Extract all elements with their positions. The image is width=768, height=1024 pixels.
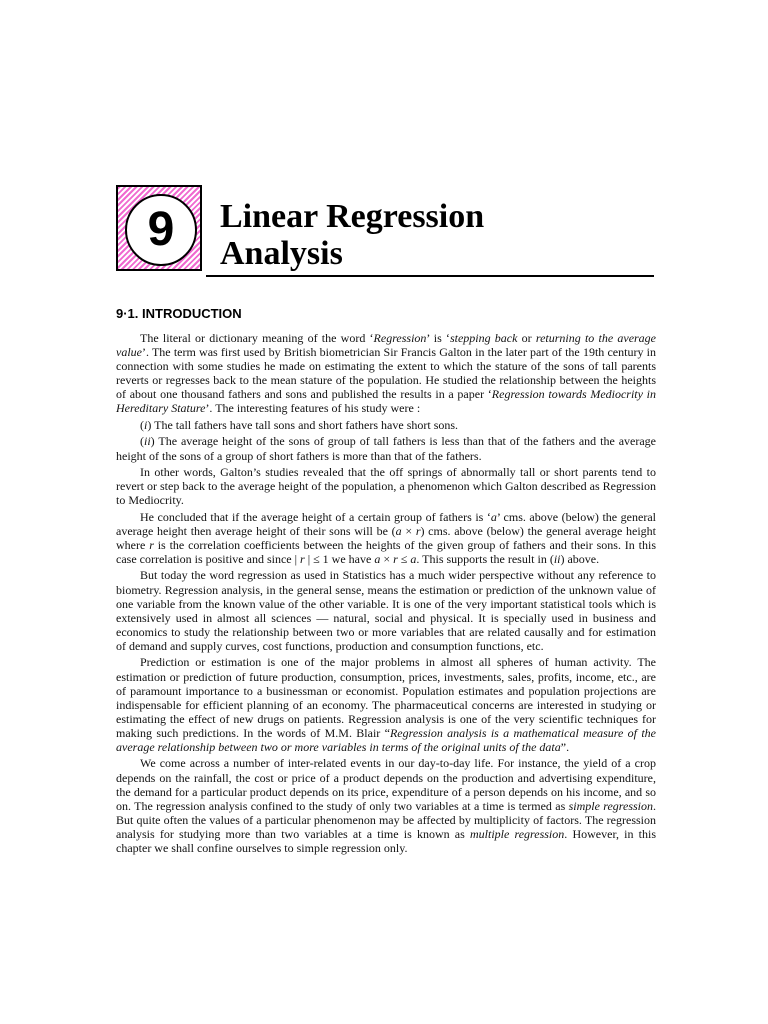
text-run: ) cms. above (below) the general average height where xyxy=(116,523,656,552)
italic-run: r xyxy=(415,523,421,538)
text-run: The literal or dictionary meaning of the word ‘ xyxy=(140,331,374,345)
italic-run: Regression xyxy=(373,331,427,345)
text-run: ’. The interesting features of his study were : xyxy=(205,401,421,416)
chapter-title-line-1: Linear Regression xyxy=(220,198,485,235)
text-run: ( xyxy=(140,434,144,449)
italic-run: r xyxy=(149,537,154,552)
text-run: Prediction or estimation is one of the major problems in almost all spheres of human activity. The estimation or prediction of future production, consumption, prices, investments, sales, profits, income, etc., are of paramount importance to a businessman or economist. Population estimates and population projections are indispensable for efficient planning of an economy. The pharmaceutical concerns are interested in studying or estimating the effect of new drugs on patients. Regression analysis is one of the very scientific techniques for making such predictions. In the words of M.M. Blair “ xyxy=(116,655,656,740)
text-run: × xyxy=(380,551,394,566)
list-item-i xyxy=(116,418,656,432)
text-run: ( xyxy=(140,417,144,432)
text-run: or xyxy=(517,331,536,345)
italic-run: r xyxy=(300,551,305,566)
chapter-title-line-2: Analysis xyxy=(220,235,343,272)
paragraph-6 xyxy=(116,756,656,855)
body-text xyxy=(116,331,656,858)
italic-run: multiple regression xyxy=(469,826,565,841)
italic-run: simple regression xyxy=(568,798,654,813)
text-run: × xyxy=(401,523,416,538)
text-run: | ≤ 1 we have xyxy=(304,551,375,566)
italic-run: r xyxy=(393,551,398,566)
list-item-ii xyxy=(116,434,656,462)
text-run: . But quite often the values of a particular phenomenon may be affected by multiplicity of factors. The regression analysis for studying more than two variables at a time is known as xyxy=(116,798,657,841)
text-run: ) above. xyxy=(560,551,600,566)
text-run: ) The tall fathers have tall sons and short fathers have short sons. xyxy=(147,417,459,432)
paragraph-5 xyxy=(116,655,656,754)
text-run: . However, in this chapter we shall confine ourselves to simple regression only. xyxy=(116,826,657,856)
section-heading: 9·1. INTRODUCTION xyxy=(116,306,242,321)
italic-run: stepping back xyxy=(449,331,518,345)
italic-run: ii xyxy=(553,551,561,566)
text-run: He concluded that if the average height of a certain group of fathers is ‘ xyxy=(140,509,491,524)
text-run: We come across a number of inter-related events in our day-to-day life. For instance, the yield of a crop depends on the rainfall, the cost or price of a product depends on the production and advertising expenditure, the demand for a particular product depends on its price, expenditure of a person depends on his income, and so on. The regression analysis confined to the study of only two variables at a time is termed as xyxy=(116,756,656,813)
text-run: ’ is ‘ xyxy=(426,331,450,345)
chapter-number-circle xyxy=(125,194,197,266)
text-run: is the correlation coefficients between the heights of the given group of fathers and their sons. In this case correlation is positive and since | xyxy=(116,537,656,566)
title-underline-rule xyxy=(206,275,654,277)
italic-run: a xyxy=(490,509,497,524)
italic-run: a xyxy=(374,551,381,566)
italic-run: Regression analysis is a mathematical measure of the average relationship between two or more variables in terms of the original units of the data xyxy=(116,725,656,754)
chapter-number-badge xyxy=(116,185,202,271)
text-run: ’. The term was first used by British biometrician Sir Francis Galton in the later part of the 19th century in connection with some studies he made on estimating the extent to which the stature of the sons of tall parents reverts or regresses back to the mean stature of the population. He studied the relationship between the heights of about one thousand fathers and sons and published the results in a paper ‘ xyxy=(116,345,656,402)
paragraph-2: In other words, Galton’s studies revealed that the off springs of abnormally tall or short parents tend to revert or step back to the average height of the population, a phenomenon which Galton described as Regression to Mediocrity. xyxy=(116,465,656,508)
text-run: ”. xyxy=(560,739,570,754)
paragraph-4: But today the word regression as used in Statistics has a much wider perspective without any reference to biometry. Regression analysis, in the general sense, means the estimation or prediction of the unknown value of one variable from the known value of the other variable. It is one of the very important statistical tools which is extensively used in almost all sciences — natural, social and physical. It is specially used in business and economics to study the relationship between two or more variables that are related causally and for estimation of demand and supply curves, cost functions, production and consumption functions, etc. xyxy=(116,568,656,653)
text-run: ’ cms. above (below) the general average height then average height of their sons will be ( xyxy=(116,509,656,538)
italic-run: Regression towards Mediocrity in Hereditary Stature xyxy=(116,387,657,416)
text-run: ) The average height of the sons of group of tall fathers is less than that of the fathers and the average height of the sons of a group of short fathers is more than that of the fathers. xyxy=(116,434,656,463)
italic-run: a xyxy=(410,551,417,566)
chapter-number: 9 xyxy=(147,203,175,256)
text-run: ≤ xyxy=(397,551,411,566)
paragraph-1 xyxy=(116,331,656,416)
chapter-title xyxy=(220,198,660,272)
list-item-number: ii xyxy=(144,434,151,449)
italic-run: a xyxy=(395,523,402,538)
list-item-number: i xyxy=(144,417,148,432)
paragraph-3 xyxy=(116,510,656,566)
italic-run: returning to the average value xyxy=(116,331,657,360)
text-run: . This supports the result in ( xyxy=(416,551,554,566)
